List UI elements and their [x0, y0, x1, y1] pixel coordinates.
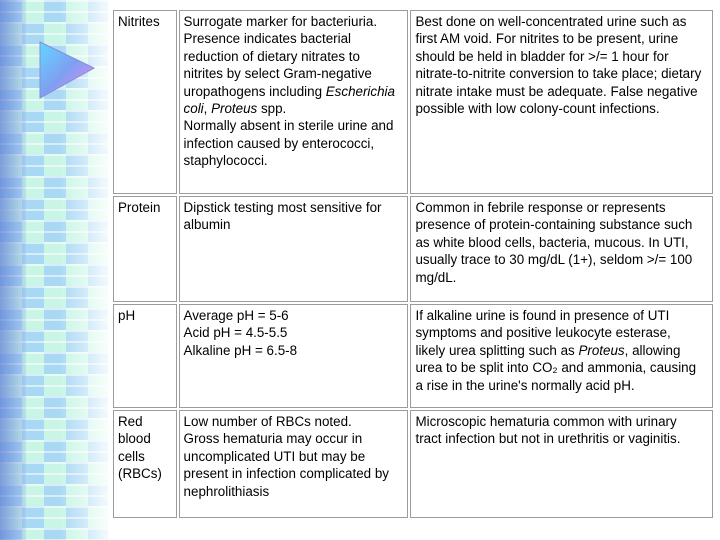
cell-text-line [415, 413, 709, 430]
cell-text-line [184, 65, 405, 82]
text-run: Best done on well-concentrated urine such as [415, 14, 687, 29]
text-run: presence of protein-containing substance such [415, 217, 693, 233]
italic-text: coli [183, 101, 204, 117]
italic-text: Proteus [211, 101, 258, 117]
text-run: spp. [257, 101, 287, 117]
cell-text-line [184, 413, 405, 430]
text-run: If alkaline urine is found in presence of UTI [415, 308, 670, 323]
play-triangle-icon [34, 38, 98, 102]
cell-text-line: cells [118, 448, 145, 464]
cell-text-line [184, 48, 405, 65]
table-row [113, 304, 713, 408]
italic-text: Escherichia [325, 83, 395, 99]
cell-text-line: blood [118, 431, 151, 447]
cell-text-line [184, 30, 405, 47]
description-cell [179, 10, 409, 194]
table-row [113, 196, 713, 302]
cell-text-line [184, 448, 405, 465]
cell-text-line [415, 83, 709, 100]
cell-text-line: Protein [118, 200, 161, 215]
cell-text-line [184, 13, 405, 30]
text-run: symptoms and positive leukocyte esterase, [415, 325, 671, 341]
urinalysis-reference-table [111, 8, 715, 520]
cell-text-line: Red [118, 414, 143, 429]
text-run: nitrate intake must be adequate. False negative [415, 83, 698, 99]
text-run: Surrogate marker for bacteriuria. [183, 14, 378, 29]
table-row [113, 10, 713, 194]
text-run: Alkaline pH = 6.5-8 [183, 342, 298, 358]
cell-text-line [184, 216, 405, 233]
text-run: Acid pH = 4.5-5.5 [183, 325, 288, 341]
cell-text-line [184, 307, 405, 324]
cell-text-line [184, 342, 405, 359]
row-label-cell [113, 196, 177, 302]
cell-text-line [415, 216, 709, 233]
text-run: uncomplicated UTI but may be [183, 448, 366, 464]
row-label-cell [113, 410, 177, 518]
cell-text-line [415, 269, 709, 286]
text-run: infection caused by enterococci, [183, 135, 375, 151]
text-run: uropathogens including [183, 83, 326, 99]
italic-text: Proteus [578, 342, 625, 358]
cell-text-line [184, 100, 405, 117]
cell-text-line [415, 342, 709, 359]
cell-text-line [415, 13, 709, 30]
text-run: possible with low colony-count infections. [415, 101, 660, 117]
notes-cell [410, 410, 713, 518]
text-run: reduction of dietary nitrates to [183, 48, 360, 64]
cell-text-line [184, 135, 405, 152]
notes-cell [410, 10, 713, 194]
text-run: Gross hematuria may occur in [183, 431, 363, 447]
description-cell [179, 304, 409, 408]
text-run: tract infection but not in urethritis or vaginitis. [415, 431, 681, 447]
cell-text-line [184, 483, 405, 500]
text-run: should be held in bladder for >/= 1 hour for [415, 48, 669, 64]
cell-text-line: Nitrites [118, 14, 160, 29]
notes-cell [410, 304, 713, 408]
text-run: nitrites by select Gram-negative [183, 66, 372, 82]
text-run: Dipstick testing most sensitive for [183, 200, 382, 215]
text-run: staphylococci. [183, 153, 268, 169]
cell-text-line [184, 324, 405, 341]
text-run: usually trace to 30 mg/dL (1+), seldom >/= 100 [415, 252, 693, 268]
cell-text-line: (RBCs) [118, 466, 162, 482]
notes-cell [410, 196, 713, 302]
text-run: Microscopic hematuria common with urinary [415, 414, 677, 429]
text-run: , [203, 101, 212, 117]
text-run: Low number of RBCs noted. [183, 414, 352, 429]
text-run: as white blood cells, bacteria, mucous. In UTI, [415, 234, 689, 250]
text-run: Average pH = 5-6 [183, 308, 289, 323]
description-cell [179, 196, 409, 302]
cell-text-line [415, 251, 709, 268]
text-run: urea to be split into CO₂ and ammonia, causing [415, 360, 697, 376]
cell-text-line [415, 234, 709, 251]
cell-text-line: pH [118, 308, 136, 323]
cell-text-line [415, 307, 709, 324]
text-run: first AM void. For nitrites to be present, urine [415, 31, 679, 47]
text-run: mg/dL. [415, 269, 457, 285]
cell-text-line [415, 30, 709, 47]
text-run: nitrate-to-nitrite conversion to take place; dietary [415, 66, 702, 82]
cell-text-line [415, 199, 709, 216]
text-run: Normally absent in sterile urine and [183, 118, 394, 134]
reference-table-container [110, 8, 720, 518]
cell-text-line [415, 324, 709, 341]
description-cell [179, 410, 409, 518]
text-run: likely urea splitting such as [415, 342, 579, 358]
text-run: , allowing [624, 342, 681, 358]
text-run: Presence indicates bacterial [183, 31, 352, 47]
cell-text-line [184, 430, 405, 447]
cell-text-line [415, 430, 709, 447]
cell-text-line [415, 359, 709, 376]
cell-text-line [415, 100, 709, 117]
text-run: present in infection complicated by [183, 466, 389, 482]
cell-text-line [415, 48, 709, 65]
cell-text-line [184, 117, 405, 134]
cell-text-line [184, 83, 405, 100]
cell-text-line [184, 465, 405, 482]
text-run: Common in febrile response or represents [415, 200, 666, 215]
cell-text-line [184, 152, 405, 169]
cell-text-line [184, 199, 405, 216]
text-run: a rise in the urine's normally acid pH. [415, 377, 635, 393]
text-run: albumin [183, 217, 231, 233]
table-row [113, 410, 713, 518]
cell-text-line [415, 377, 709, 394]
decorative-stripe [0, 0, 26, 540]
row-label-cell [113, 10, 177, 194]
row-label-cell [113, 304, 177, 408]
text-run: nephrolithiasis [183, 483, 270, 499]
cell-text-line [415, 65, 709, 82]
